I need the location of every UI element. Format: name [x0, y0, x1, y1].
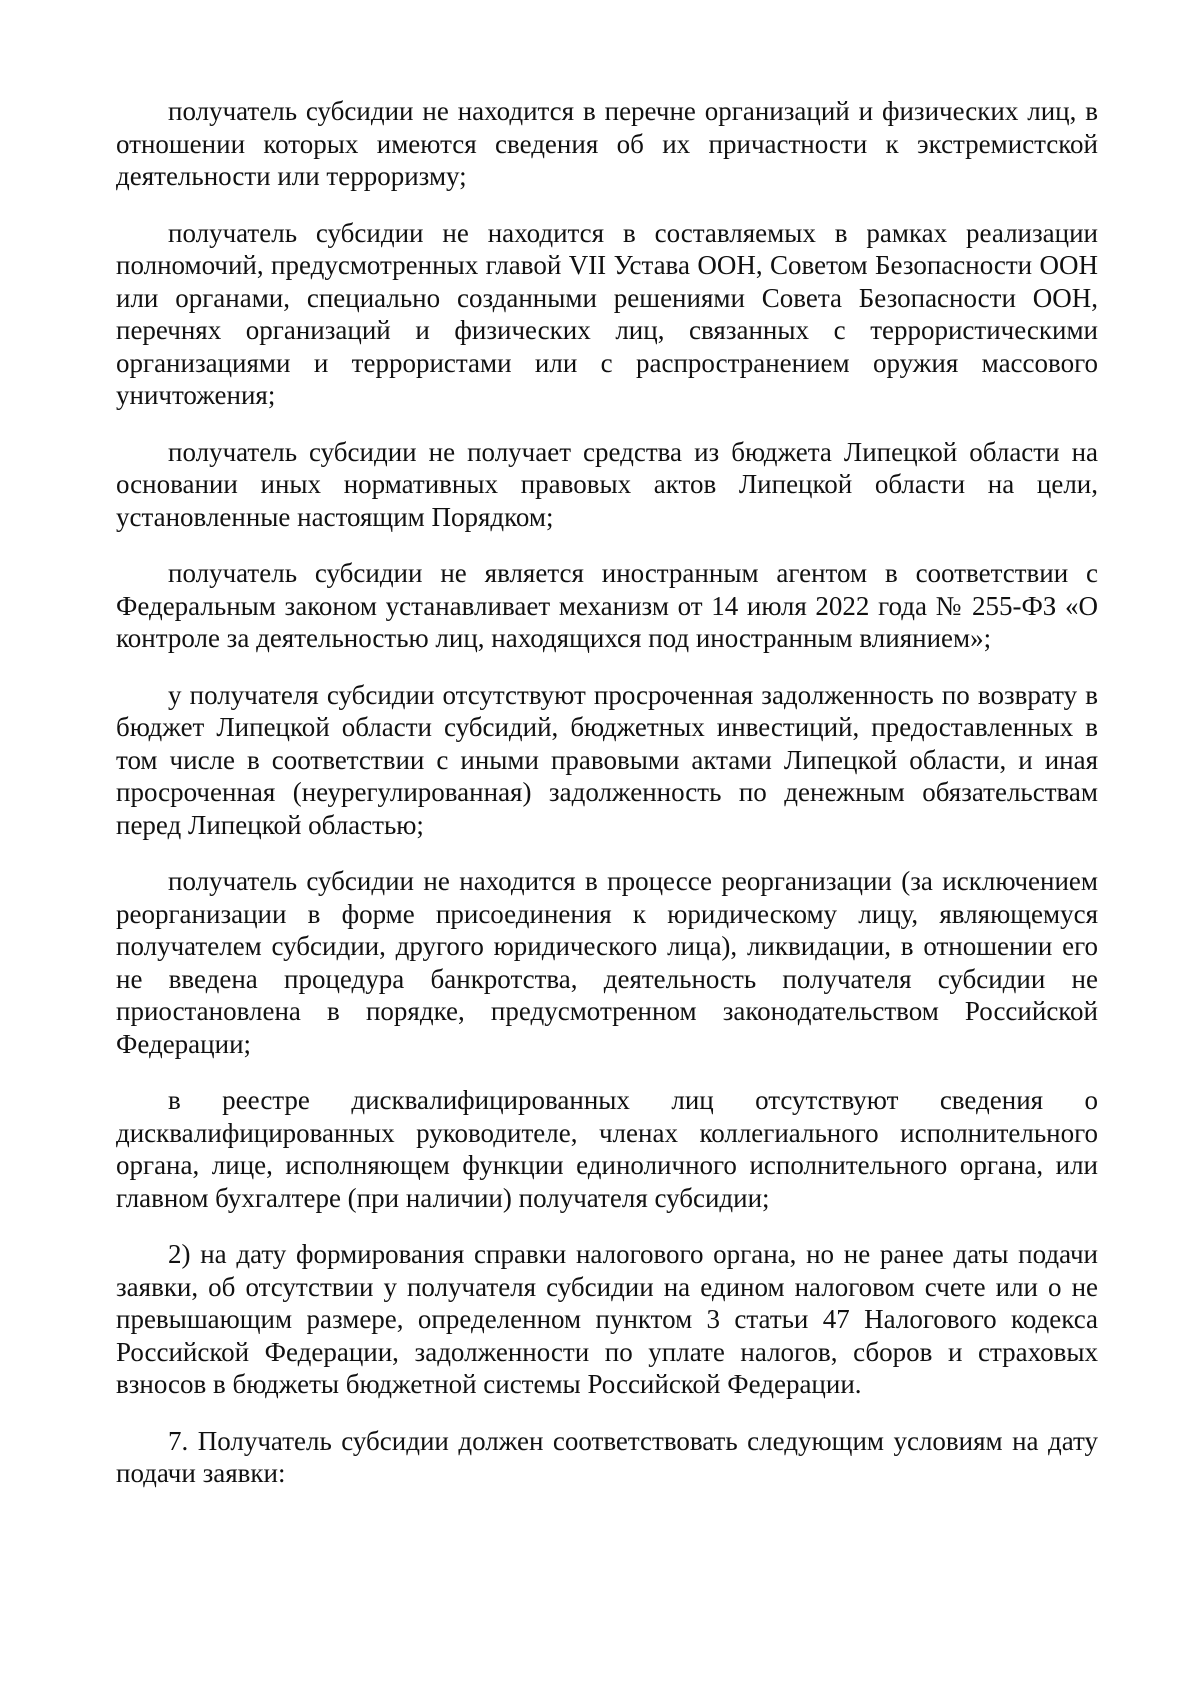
- paragraph-no-reorganization: получатель субсидии не находится в процессе реорганизации (за исключением реорганизации в форме присоединения к юридическому лицу, являющемуся получателем субсидии, другого юридического лица), ликвидации, в отношении его не введена процедура банкротства, деятельность получателя субсидии не приостановлена в порядке, предусмотренном законодательством Российской Федерации;: [116, 866, 1098, 1059]
- paragraph-un-security-council-list: получатель субсидии не находится в составляемых в рамках реализации полномочий, предусмотренных главой VII Устава ООН, Советом Безопасности ООН или органами, специально созданными решениями Совета Безопасности ООН, перечнях организаций и физических лиц, связанных с террористическими организациями и террористами или с распространением оружия массового уничтожения;: [116, 217, 1098, 410]
- paragraph-no-overdue-debt: у получателя субсидии отсутствуют просроченная задолженность по возврату в бюджет Липецкой области субсидий, бюджетных инвестиций, предоставленных в том числе в соответствии с иными правовыми актами Липецкой области, и иная просроченная (неурегулированная) задолженность по денежным обязательствам перед Липецкой областью;: [116, 679, 1098, 840]
- paragraph-tax-debt-certificate: 2) на дату формирования справки налогового органа, но не ранее даты подачи заявки, об отсутствии у получателя субсидии на едином налоговом счете или о не превышающим размере, определенном пунктом 3 статьи 47 Налогового кодекса Российской Федерации, задолженности по уплате налогов, сборов и страховых взносов в бюджеты бюджетной системы Российской Федерации.: [116, 1239, 1098, 1399]
- paragraph-no-other-budget-funds: получатель субсидии не получает средства из бюджета Липецкой области на основании иных нормативных правовых актов Липецкой области на цели, установленные настоящим Порядком;: [116, 436, 1098, 532]
- document-page: [116, 95, 1098, 1514]
- paragraph-not-foreign-agent: получатель субсидии не является иностранным агентом в соответствии с Федеральным законом устанавливает механизм от 14 июля 2022 года № 255-ФЗ «О контроле за деятельностью лиц, находящихся под иностранным влиянием»;: [116, 558, 1098, 653]
- paragraph-disqualified-persons-registry: в реестре дисквалифицированных лиц отсутствуют сведения о дисквалифицированных руководителе, членах коллегиального исполнительного органа, лице, исполняющем функции единоличного исполнительного органа, или главном бухгалтере (при наличии) получателя субсидии;: [116, 1085, 1098, 1213]
- paragraph-terrorism-list: получатель субсидии не находится в перечне организаций и физических лиц, в отношении которых имеются сведения об их причастности к экстремистской деятельности или терроризму;: [116, 96, 1098, 191]
- paragraph-section-7-conditions: 7. Получатель субсидии должен соответствовать следующим условиям на дату подачи заявки:: [116, 1425, 1098, 1488]
